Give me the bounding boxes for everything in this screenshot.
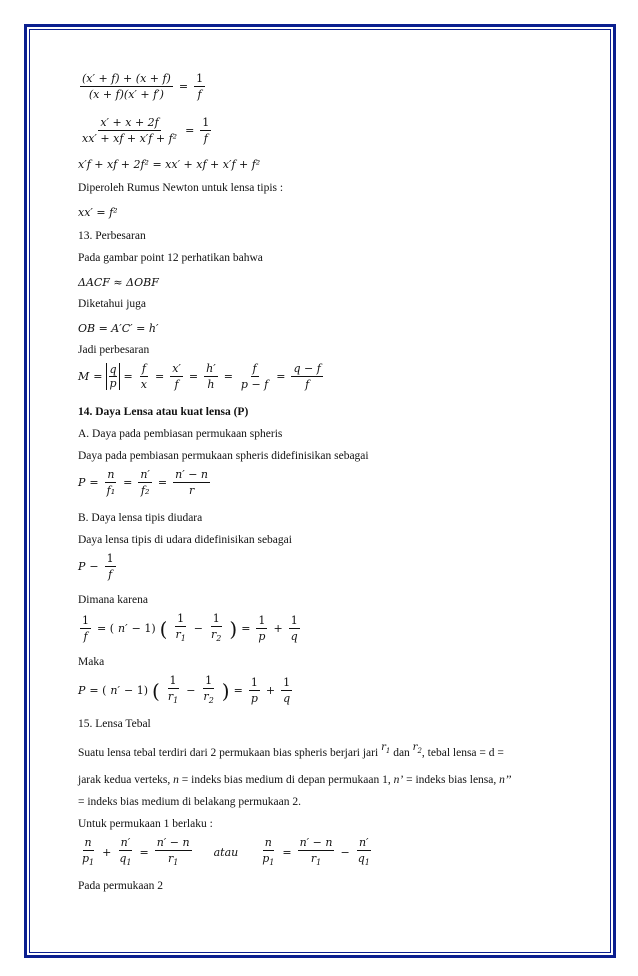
equation-2: $\frac{x' + x + 2f}{\text{xx′ + xf + x′f + f²}}$ = $\frac{1}{f}$ bbox=[82, 116, 210, 145]
section-15-para-line3: = indeks bias medium di belakang permukaan 2. bbox=[78, 796, 302, 808]
magnification-equation: M = $\frac{q}{p}$ = $\frac{f}{x}$ = $\frac{x'}{f}$ = $\frac{h'}{h}$ = $\frac{f}{p - f}$ = $\frac{q - f}{f}$ bbox=[78, 362, 321, 391]
section-14-b-def: Daya lensa tipis di udara didefinisikan sebagai bbox=[78, 534, 292, 546]
section-14-a: A. Daya pada pembiasan permukaan spheris bbox=[78, 428, 283, 440]
section-15-para-line1: Suatu lensa tebal terdiri dari 2 permukaan bias spheris berjari jari $r_1$ dan $r_2$, tebal lensa = d = bbox=[78, 742, 504, 759]
maka: Maka bbox=[78, 656, 105, 668]
power-thin-lens-equation: P − $\frac{1}{f}$ bbox=[78, 552, 114, 581]
section-15-heading: 15. Lensa Tebal bbox=[78, 718, 151, 730]
lensmaker-equation: $\frac{1}{f}$ = ( n′ − 1) ( $\frac{1}{r_1}$ − $\frac{1}{r_2}$ ) = $\frac{1}{p}$ + $\frac{1}{q}$ bbox=[82, 612, 298, 644]
power-lensmaker-equation: P = ( n′ − 1) ( $\frac{1}{r_1}$ − $\frac{1}{r_2}$ ) = $\frac{1}{p}$ + $\frac{1}{q}$ bbox=[78, 674, 291, 706]
section-13-line1: Pada gambar point 12 perhatikan bahwa bbox=[78, 252, 263, 264]
surface-1-equation: $\frac{n}{p_1}$ + $\frac{n'}{q_1}$ = $\frac{n' - n}{r_1}$ atau $\frac{n}{p_1}$ = $\frac{n' - n}{r_1}$ − $\frac{n'}{q_1}$ bbox=[82, 836, 370, 868]
equation-3: x′f + xf + 2f² = xx′ + xf + x′f + f² bbox=[78, 158, 261, 171]
section-13-heading: 13. Perbesaran bbox=[78, 230, 146, 242]
surface-2-intro: Pada permukaan 2 bbox=[78, 880, 163, 892]
section-14-b: B. Daya lensa tipis diudara bbox=[78, 512, 203, 524]
newton-intro: Diperoleh Rumus Newton untuk lensa tipis : bbox=[78, 182, 284, 194]
section-14-a-def: Daya pada pembiasan permukaan spheris didefinisikan sebagai bbox=[78, 450, 369, 462]
ob-equation: OB = A′C′ = h′ bbox=[78, 322, 159, 335]
power-spherical-equation: P = $\frac{n}{\text{f₁}}$ = $\frac{n'}{\text{f₂}}$ = $\frac{n' - n}{r}$ bbox=[78, 468, 209, 497]
similar-triangles: ΔACF ≈ ΔOBF bbox=[78, 276, 159, 289]
section-13-line2: Diketahui juga bbox=[78, 298, 147, 310]
dimana-karena: Dimana karena bbox=[78, 594, 148, 606]
surface-1-intro: Untuk permukaan 1 berlaku : bbox=[78, 818, 213, 830]
section-15-para-line2: jarak kedua verteks, n = indeks bias medium di depan permukaan 1, n’ = indeks bias lensa, n’’ bbox=[78, 774, 512, 786]
section-13-line3: Jadi perbesaran bbox=[78, 344, 150, 356]
newton-formula: xx′ = f² bbox=[78, 206, 118, 219]
section-14-heading: 14. Daya Lensa atau kuat lensa (P) bbox=[78, 406, 249, 418]
equation-1: $\frac{(x' + f) + (x + f)}{(x + f)(x' + f')}$ = $\frac{1}{f}$ bbox=[82, 72, 204, 101]
